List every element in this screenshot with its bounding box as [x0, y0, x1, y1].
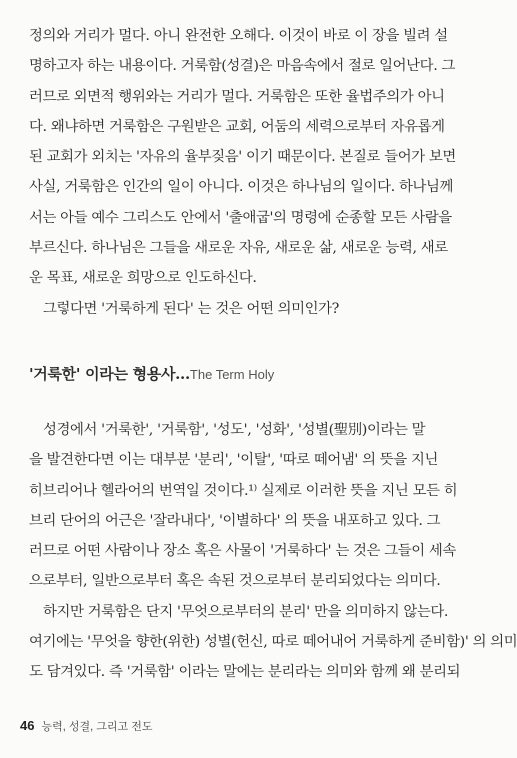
text-line: 으로부터, 일반으로부터 혹은 속된 것으로부터 분리되었다는 의미다.: [29, 573, 441, 590]
page-footer: [20, 718, 152, 734]
paragraph-3: [29, 415, 458, 597]
page-body: [29, 21, 517, 688]
text-line: 사실, 거룩함은 인간의 일이 아니다. 이것은 하나님의 일이다. 하나님께: [29, 179, 453, 196]
section-heading: [29, 362, 449, 386]
text-line: 여기에는 '무엇을 향한(위한) 성별(헌신, 따로 떼어내어 거룩하게 준비함)' 의 의미: [29, 634, 517, 651]
paragraph-2: [29, 294, 449, 324]
text-line: 서는 아들 예수 그리스도 안에서 '출애굽'의 명령에 순종할 모든 사람을: [29, 209, 452, 226]
text-line: 러므로 어떤 사람이나 장소 혹은 사물이 '거룩하다' 는 것은 그들이 세속: [29, 543, 456, 560]
text-line: 브리 단어의 어근은 '잘라내다', '이별하다' 의 뜻을 내포하고 있다. 그: [29, 512, 441, 529]
text-line: 하지만 거룩함은 단지 '무엇으로부터의 분리' 만을 의미하지 않는다.: [43, 603, 449, 620]
heading-english: The Term Holy: [189, 366, 275, 382]
text-line: 운 목표, 새로운 희망으로 인도하신다.: [29, 270, 257, 287]
running-title: 능력, 성결, 그리고 전도: [41, 721, 153, 733]
section-spacer: [29, 324, 449, 362]
page-number: 46: [20, 718, 35, 733]
text-line: 도 담겨있다. 즉 '거룩함' 이라는 말에는 분리라는 의미와 함께 왜 분리되: [29, 664, 461, 681]
text-line: 러므로 외면적 행위와는 거리가 멀다. 거룩함은 또한 율법주의가 아니: [29, 88, 445, 105]
text-line: 된 교회가 외치는 '자유의 율부짖음' 이기 때문이다. 본질로 들어가 보면: [29, 149, 456, 166]
text-line: 부르신다. 하나님은 그들을 새로운 자유, 새로운 삶, 새로운 능력, 새로: [29, 240, 448, 257]
paragraph-1: [29, 21, 456, 294]
text-line: 을 발견한다면 이는 대부분 '분리', '이탈', '따로 떼어냄' 의 뜻을 지닌: [29, 452, 438, 469]
text-line: 정의와 거리가 멀다. 아니 완전한 오해다. 이것이 바로 이 장을 빌려 설: [29, 28, 448, 44]
section-spacer: [29, 386, 449, 415]
heading-korean: '거룩한' 이라는 형용사...: [29, 364, 190, 383]
text-line: 성경에서 '거룩한', '거룩함', '성도', '성화', '성별(聖別)이라는 말: [43, 421, 426, 438]
paragraph-4: [29, 597, 517, 688]
text-line: 그렇다면 '거룩하게 된다' 는 것은 어떤 의미인가?: [43, 300, 340, 317]
text-line: 히브리어나 헬라어의 번역일 것이다.¹⁾ 실제로 이러한 뜻을 지닌 모든 히: [29, 482, 458, 499]
text-line: 다. 왜냐하면 거룩함은 구원받은 교회, 어둠의 세력으로부터 자유롭게: [29, 118, 445, 135]
text-line: 명하고자 하는 내용이다. 거룩함(성결)은 마음속에서 절로 일어난다. 그: [29, 58, 456, 75]
